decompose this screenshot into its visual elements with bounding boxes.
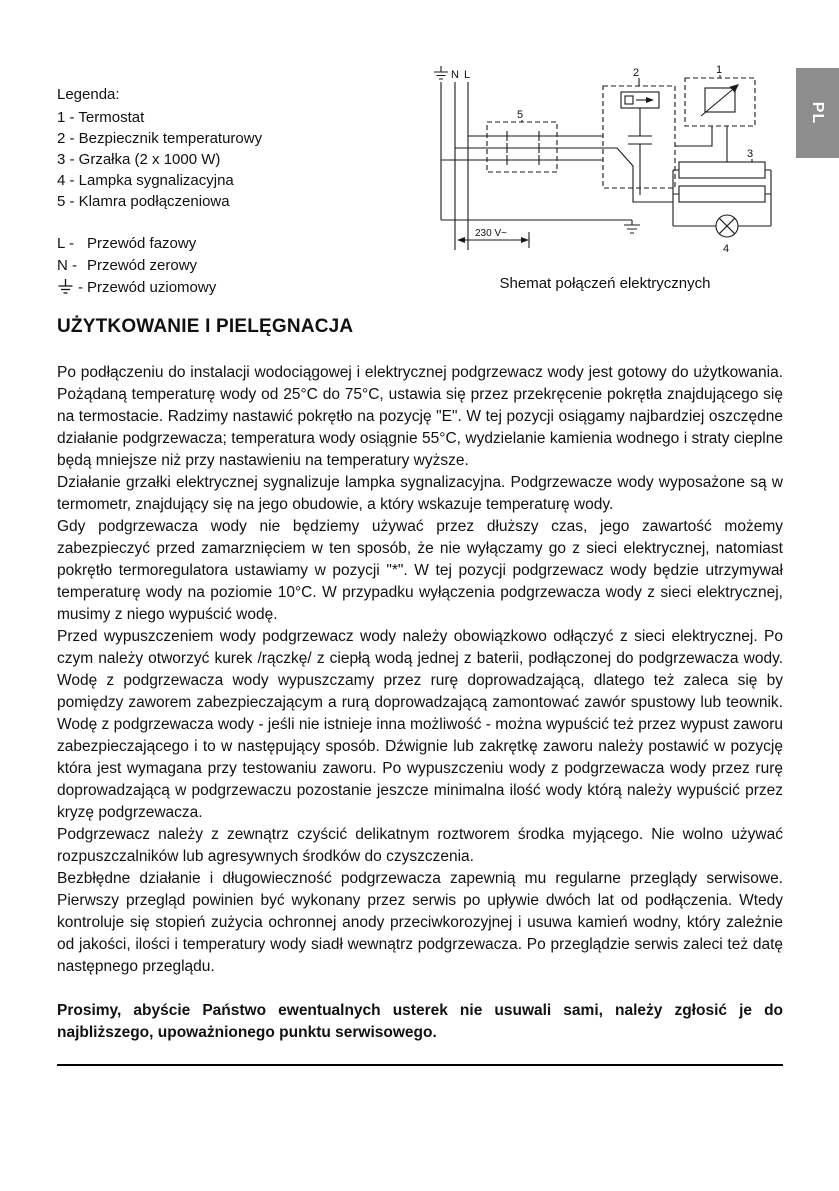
body-paragraph: Po podłączeniu do instalacji wodociągowej i elektrycznej podgrzewacz wody jest gotowy do użytkowania. Pożądaną temperaturę wody od 25°C do 75°C, ustawia się przez przekręcenie pokrętła znajdującego się na termostacie. Radzimy nastawić pokrętło na pozycję "E". W tej pozycji osiągamy najbardziej oszczędne działanie podgrzewacza; temperatura wody osiągnie 55°C, wydzielanie kamienia wodnego i straty cieplne będą mniejsze niż przy nastawieniu na temperatury wyższe. [57, 364, 783, 469]
label-voltage: 230 V~ [475, 228, 507, 239]
heater-element [679, 162, 765, 178]
thermal-fuse-box [603, 86, 675, 188]
legend-title: Legenda: [57, 86, 120, 103]
wire-symbol: N - [57, 256, 77, 274]
label-component-3: 3 [747, 148, 754, 160]
legend-items [57, 107, 397, 212]
body-paragraph: Przed wypuszczeniem wody podgrzewacz wody należy obowiązkowo odłączyć z sieci elektrycznej. Po czym należy otworzyć kurek /rączkę/ z ciepłą wodą jednej z baterii, podłączonej do podgrzewacza wody. Wodę z podgrzewacza wody wypuszczamy przez rurę doprowadzającą, dlatego też zaleca się by pomiędzy zaworem zabezpieczającym a rurą doprowadzającą zamontować zawór spustowy lub teownik. Wodę z podgrzewacza wody - jeśli nie istnieje inna możliwość - można wypuścić też przez wypust zaworu zabezpieczającego i to w następujący sposób. Dźwignie lub zakrętkę zaworu należy postawić w pozycję która jest wymagana przy testowaniu zaworu. Po wypuszczeniu wody z podgrzewacza wody przez rurę doprowadzającą w podgrzewaczu pozostanie jeszcze minimalna ilość wody którą należy wypuścić przez kryzę podgrzewacza. [57, 628, 783, 821]
wiring-diagram [427, 62, 783, 258]
wire-symbol: L - [57, 234, 74, 252]
body-paragraph: Działanie grzałki elektrycznej sygnalizuje lampka sygnalizacyjna. Podgrzewacze wody wyposażone są w termometr, znajdujący się na jego obudowie, a który wskazuje temperaturę wody. [57, 474, 783, 513]
supply-earth-icon [434, 66, 448, 79]
legend-item: 1 - Termostat [57, 109, 145, 126]
wire-symbol: - [57, 277, 87, 298]
label-component-1: 1 [716, 64, 723, 76]
legend-wires [57, 232, 397, 298]
heater-element [679, 186, 765, 202]
service-warning: Prosimy, abyście Państwo ewentualnych usterek nie usuwali sami, należy zgłosić je do najbliższego, upoważnionego punktu serwisowego. [57, 1002, 783, 1041]
legend-and-diagram-row [57, 62, 783, 298]
wire-row [57, 232, 397, 254]
wire-label: Przewód uziomowy [87, 278, 217, 296]
label-neutral: N [451, 69, 459, 81]
label-component-5: 5 [517, 109, 524, 121]
body-paragraph: Bezbłędne działanie i długowieczność podgrzewacza zapewnią mu regularne przeglądy serwisowe. Pierwszy przegląd powinien być wykonany przez serwis po upływie dwóch lat od podłączenia. Wtedy kontroluje się stopień zużycia ochronnej anody przeciwkorozyjnej i usuwa kamień wodny, który zależnie od jakości, ilości i temperatury wody siadł wewnątrz podgrzewacza. Po przeglądzie serwis zaleci też datę następnego przeglądu. [57, 870, 783, 975]
earth-ground-icon [57, 278, 74, 296]
clamp-box [487, 122, 557, 172]
wire-row [57, 276, 397, 298]
legend-item: 3 - Grzałka (2 x 1000 W) [57, 151, 221, 168]
language-tab-label: PL [809, 101, 827, 125]
body-text [57, 362, 783, 978]
body-paragraph: Gdy podgrzewacza wody nie będziemy używać przez dłuższy czas, jego zawartość możemy zabezpieczyć przed zamarznięciem w ten sposób, że nie wyłączamy go z sieci elektrycznej, natomiast pokrętło termoregulatora ustawiamy w pozycji "*". W tej pozycji podgrzewacz wody będzie utrzymywał temperaturę wody na poziomie 10°C. W przypadku wyłączenia podgrzewacza wody z sieci elektrycznej, musimy z niego wypuścić wodę. [57, 518, 783, 623]
label-component-2: 2 [633, 67, 640, 79]
diagram-caption: Shemat połączeń elektrycznych [499, 275, 711, 292]
thermostat-box [685, 78, 755, 126]
legend-item: 5 - Klamra podłączeniowa [57, 193, 230, 210]
label-line: L [464, 69, 471, 81]
legend-item: 4 - Lampka sygnalizacyjna [57, 172, 234, 189]
wire-label: Przewód zerowy [87, 256, 198, 274]
language-tab [796, 68, 839, 158]
bottom-rule [57, 1064, 783, 1066]
ground-symbol-icon [624, 220, 640, 233]
legend-item: 2 - Bezpiecznik temperaturowy [57, 130, 263, 147]
section-heading: UŻYTKOWANIE I PIELĘGNACJA [57, 316, 354, 337]
legend [57, 62, 397, 298]
label-component-4: 4 [723, 243, 730, 255]
wire-label: Przewód fazowy [87, 234, 197, 252]
supply-lines [441, 82, 468, 250]
diagram-block [427, 62, 783, 292]
body-paragraph: Podgrzewacz należy z zewnątrz czyścić delikatnym roztworem środka myjącego. Nie wolno używać rozpuszczalników lub agresywnych środków do czyszczenia. [57, 826, 783, 865]
wire-row [57, 254, 397, 276]
